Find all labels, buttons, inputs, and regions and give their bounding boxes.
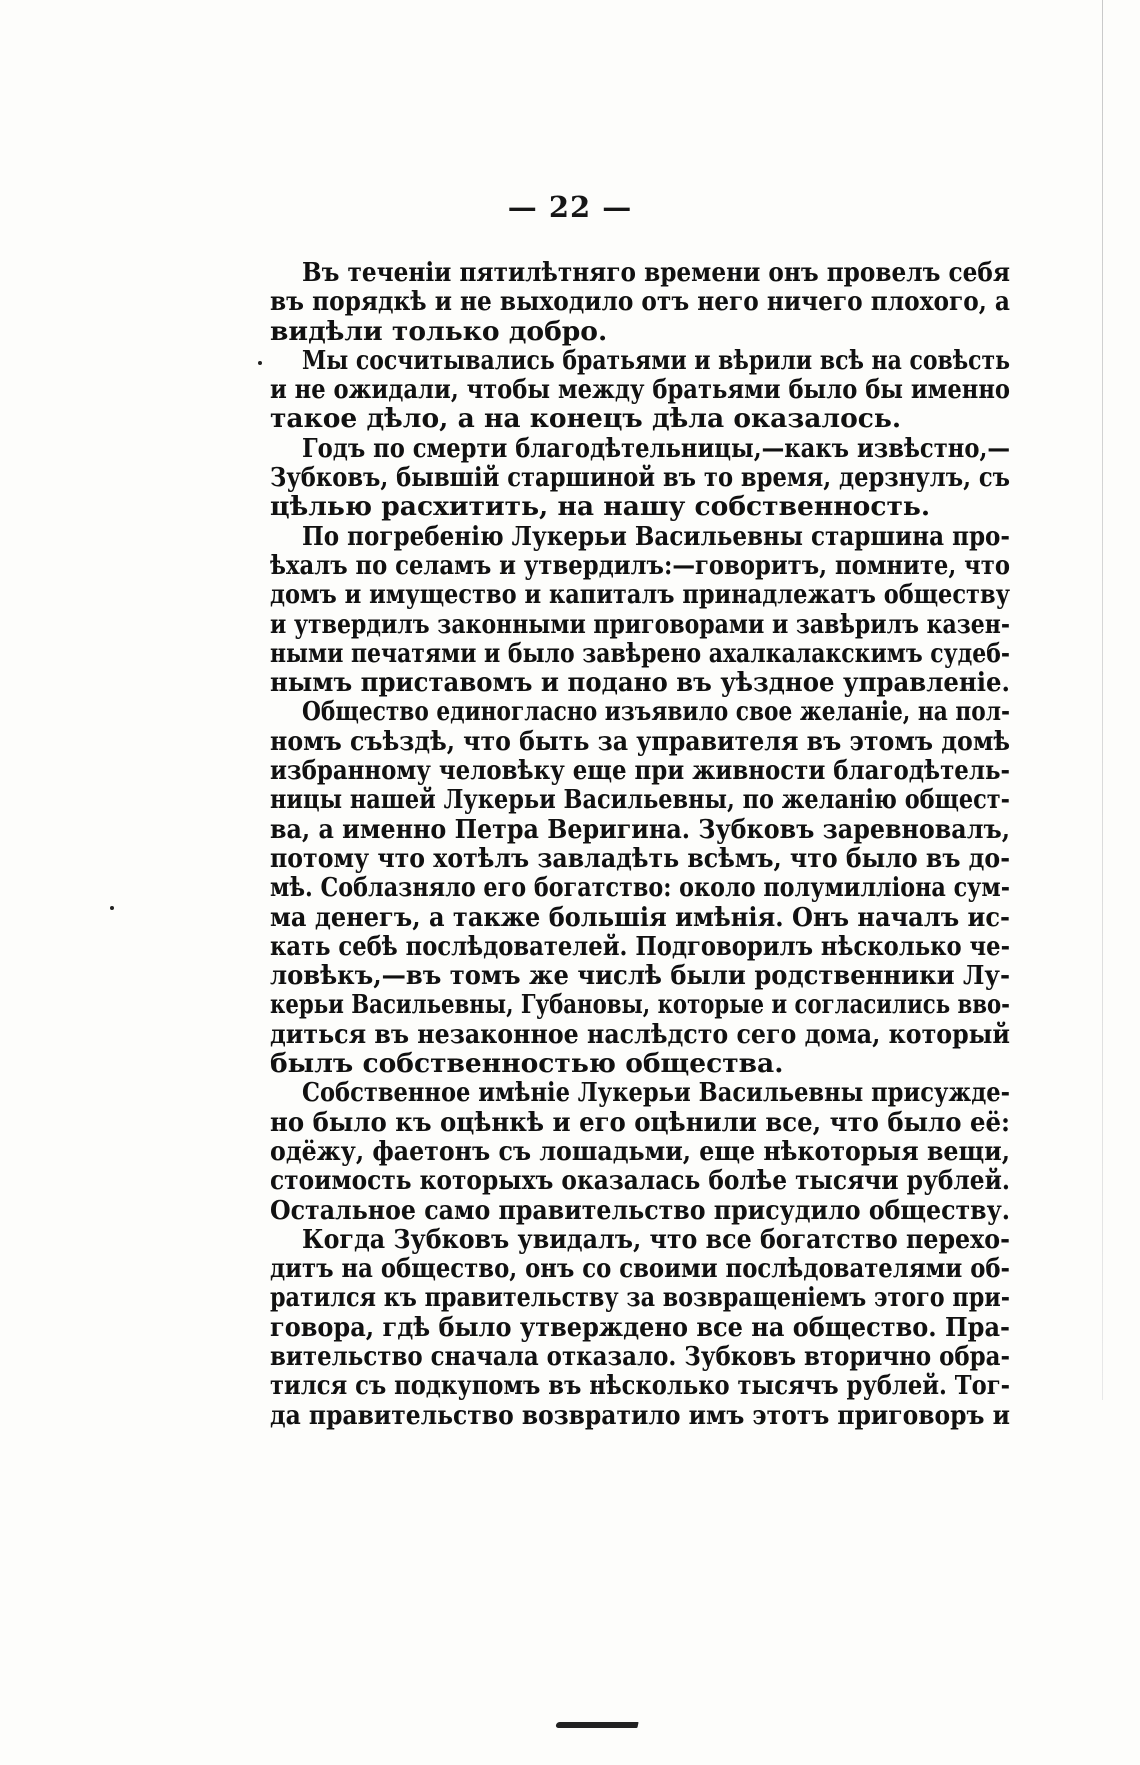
text-line: одёжу, фаетонъ съ лошадьми, еще нѣкоторыя вещи, (270, 1135, 1010, 1167)
text-line: въ порядкѣ и не выходило отъ него ничего плохого, а (270, 286, 1010, 318)
text-line: Годъ по смерти благодѣтельницы,—какъ извѣстно,— (302, 432, 1010, 464)
text-line: Общество единогласно изъявило свое желаніе, на пол- (302, 696, 1010, 728)
text-line: потому что хотѣлъ завладѣть всѣмъ, что было въ до- (270, 842, 1010, 874)
text-line: такое дѣло, а на конецъ дѣла оказалось. (270, 403, 902, 435)
paragraph (270, 258, 1010, 346)
printer-mark (555, 1722, 638, 1728)
text-line: ловѣкъ,—въ томъ же числѣ были родственники Лу- (270, 960, 1010, 992)
paragraph (270, 1078, 1010, 1224)
text-line: видѣли только добро. (270, 315, 608, 347)
body-text (270, 258, 1010, 1430)
text-line: былъ собственностью общества. (270, 1048, 784, 1080)
text-line: вительство сначала отказало. Зубковъ вторично обра- (270, 1340, 1010, 1372)
text-line: Когда Зубковъ увидалъ, что все богатство перехо- (302, 1223, 1010, 1255)
text-line: домъ и имущество и капиталъ принадлежатъ обществу (270, 579, 1010, 611)
text-line: Собственное имѣніе Лукерьи Васильевны присужде- (302, 1077, 1010, 1109)
text-line: избранному человѣку еще при живности благодѣтель- (270, 755, 1010, 787)
text-line: но было къ оцѣнкѣ и его оцѣнили все, что было её: (270, 1106, 1010, 1138)
text-line: ными печатями и было завѣрено ахалкалакскимъ судеб- (270, 637, 1010, 669)
text-line: ѣхалъ по селамъ и утвердилъ:—говоритъ, помните, что (270, 549, 1010, 581)
text-line: По погребенію Лукерьи Васильевны старшина про- (302, 520, 1010, 552)
paragraph (270, 1225, 1010, 1430)
text-line: ратился къ правительству за возвращеніемъ этого при- (270, 1282, 1010, 1314)
text-line: Мы сосчитывались братьями и вѣрили всѣ на совѣсть (302, 344, 1010, 376)
text-line: кать себѣ послѣдователей. Подговорилъ нѣсколько че- (270, 930, 1010, 962)
text-line: говора, гдѣ было утверждено все на общество. Пра- (270, 1311, 1010, 1343)
paragraph (270, 346, 1010, 434)
text-line: и не ожидали, чтобы между братьями было бы именно (270, 374, 1010, 406)
paragraph (270, 697, 1010, 1078)
text-line: нымъ приставомъ и подано въ уѣздное управленіе. (270, 667, 1010, 699)
text-line: стоимость которыхъ оказалась болѣе тысячи рублей. (270, 1165, 1010, 1197)
text-line: тился съ подкупомъ въ нѣсколько тысячъ рублей. Тог- (270, 1370, 1010, 1402)
text-line: ницы нашей Лукерьи Васильевны, по желанію общест- (270, 784, 1010, 816)
text-line: керьи Васильевны, Губановы, которые и согласились вво- (270, 989, 1010, 1021)
text-line: диться въ незаконное наслѣдсто сего дома, который (270, 1018, 1010, 1050)
text-line: и утвердилъ законными приговорами и завѣрилъ казен- (270, 608, 1010, 640)
text-line: да правительство возвратило имъ этотъ приговоръ и (270, 1399, 1010, 1431)
margin-speck (110, 906, 114, 910)
text-line: Въ теченіи пятилѣтняго времени онъ провелъ себя (302, 257, 1010, 288)
page-number: — 22 — (507, 190, 633, 224)
text-line: ва, а именно Петра Веригина. Зубковъ заревновалъ, (270, 813, 1010, 845)
text-line: Остальное само правительство присудило обществу. (270, 1194, 1010, 1226)
text-line: дитъ на общество, онъ со своими послѣдователями об- (270, 1253, 1010, 1285)
text-line: Зубковъ, бывшій старшиной въ то время, дерзнулъ, съ (270, 462, 1010, 494)
text-line: номъ съѣздѣ, что быть за управителя въ этомъ домѣ (270, 725, 1010, 757)
text-line: цѣлью расхитить, на нашу собственность. (270, 491, 931, 523)
text-line: мѣ. Соблазняло его богатство: около полумилліона сум- (270, 872, 1010, 904)
text-line: ма денегъ, а также большія имѣнія. Онъ началъ ис- (270, 901, 1010, 933)
paragraph (270, 434, 1010, 522)
paragraph (270, 522, 1010, 698)
margin-speck (258, 361, 262, 365)
